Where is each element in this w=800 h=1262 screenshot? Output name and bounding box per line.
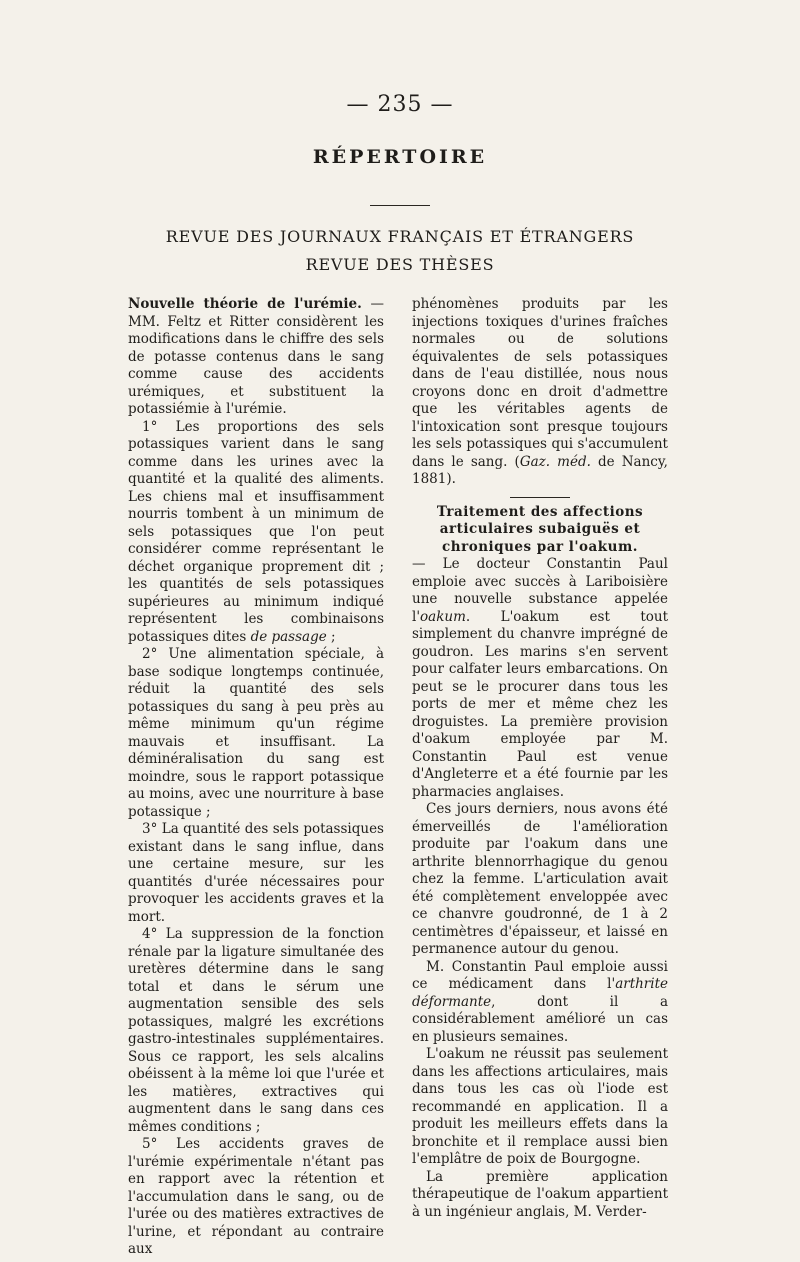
right-column	[412, 296, 668, 1221]
paragraph	[128, 419, 384, 647]
article-title-oakum: Traitement des affections articulaires subaiguës et chroniques par l'oakum.	[436, 503, 644, 555]
paragraph	[412, 959, 668, 1047]
paragraph: 4° La suppression de la fonction rénale par la ligature simultanée des uretères détermine dans le sang total et dans le sérum une augmentation sensible des sels potassiques, malgré les excrétions gastro-intestinales supplémentaires. Sous ce rapport, les sels alcalins obéissent à la même loi que l'urée et les matières, extractives qui augmentent dans le sang dans ces mêmes conditions ;	[128, 926, 384, 1135]
paragraph	[128, 296, 384, 419]
left-column	[128, 296, 384, 1259]
article-separator	[510, 497, 570, 498]
paragraph-text: phénomènes produits par les injections toxiques d'urines fraîches normales ou de solutions équivalentes de sels potassiques dans de l'eau distillée, nous nous croyons donc en droit d'admettre que les véritables agents de l'intoxication sont presque toujours les sels potassiques qui s'accumulent dans le sang. (	[412, 296, 668, 470]
italic-text: oakum	[420, 608, 466, 625]
paragraph-text: . L'oakum est tout simplement du chanvre imprégné de goudron. Les marins s'en servent pour calfater leurs embarcations. On peut se le procurer dans tous les ports de mer et même chez les droguistes. La première provision d'oakum employée par M. Constantin Paul est venue d'Angleterre et a été fournie par les pharmacies anglaises.	[412, 608, 668, 800]
paragraph-text: M. Constantin Paul emploie aussi ce médicament dans l'	[412, 958, 668, 992]
paragraph-text: — MM. Feltz et Ritter considèrent les modifications dans le chiffre des sels de potasse contenus dans le sang comme cause des accidents urémiques, et substituent la potassiémie à l'urémie.	[128, 296, 384, 417]
paragraph: 3° La quantité des sels potassiques existant dans le sang influe, dans une certaine mesure, sur les quantités d'urée nécessaires pour provoquer les accidents graves et la mort.	[128, 821, 384, 925]
paragraph: 5° Les accidents graves de l'urémie expérimentale n'étant pas en rapport avec la rétention et l'accumulation dans le sang, ou de l'urée ou des matières extractives de l'urine, et répondant au contraire aux	[128, 1136, 384, 1257]
italic-text: de passage	[250, 628, 327, 645]
page-number: — 235 —	[346, 92, 454, 117]
section-title: RÉPERTOIRE	[312, 146, 488, 168]
theses-heading: REVUE DES THÈSES	[305, 255, 495, 274]
paragraph-text: ;	[326, 628, 336, 645]
paragraph: L'oakum ne réussit pas seulement dans les affections articulaires, mais dans tous les cas où l'iode est recommandé en application. Il a produit les meilleurs effets dans la bronchite et il remplace aussi bien l'emplâtre de poix de Bourgogne.	[412, 1046, 668, 1167]
paragraph-text: 1° Les proportions des sels potassiques varient dans le sang comme dans les urines avec la quantité et la qualité des aliments. Les chiens mal et insuffisamment nourris tombent à un minimum de sels potassiques que l'on peut considérer comme représentant le déchet organique proprement dit ; les quantités de sels potassiques supérieures au minimum indiqué représentent les combinaisons potassiques dites	[128, 418, 384, 645]
paragraph: La première application thérapeutique de l'oakum appartient à un ingénieur anglais, M. Verder-	[412, 1168, 668, 1220]
italic-citation: Gaz. méd.	[519, 453, 591, 470]
italic-text: arthrite déformante	[412, 976, 668, 1010]
paragraph: Ces jours derniers, nous avons été émerveillés de l'amélioration produite par l'oakum dans une arthrite blennorrhagique du genou chez la femme. L'articulation avait été complètement enveloppée avec ce chanvre goudronné, de 1 à 2 centimètres d'épaisseur, et laissé en permanence autour du genou.	[412, 801, 668, 957]
paragraph: 2° Une alimentation spéciale, à base sodique longtemps continuée, réduit la quantité des sels potassiques du sang à peu près au même minimum qu'un régime mauvais et insuffisant. La déminéralisation du sang est moindre, sous le rapport potassique au moins, avec une nourriture à base potassique ;	[128, 646, 384, 820]
title-rule	[370, 205, 430, 206]
paragraph	[412, 556, 668, 801]
paragraph	[412, 296, 668, 489]
paragraph-text: — Le docteur Constantin Paul emploie avec succès à Lariboisière une nouvelle substance appelée l'	[412, 556, 668, 625]
article-title-uremie: Nouvelle théorie de l'urémie.	[128, 296, 362, 312]
paragraph-text: , dont il a considérablement amélioré un cas en plusieurs semaines.	[412, 993, 668, 1045]
paragraph-text: de Nancy, 1881).	[412, 453, 668, 487]
journals-heading: REVUE DES JOURNAUX FRANÇAIS ET ÉTRANGERS	[165, 227, 635, 246]
